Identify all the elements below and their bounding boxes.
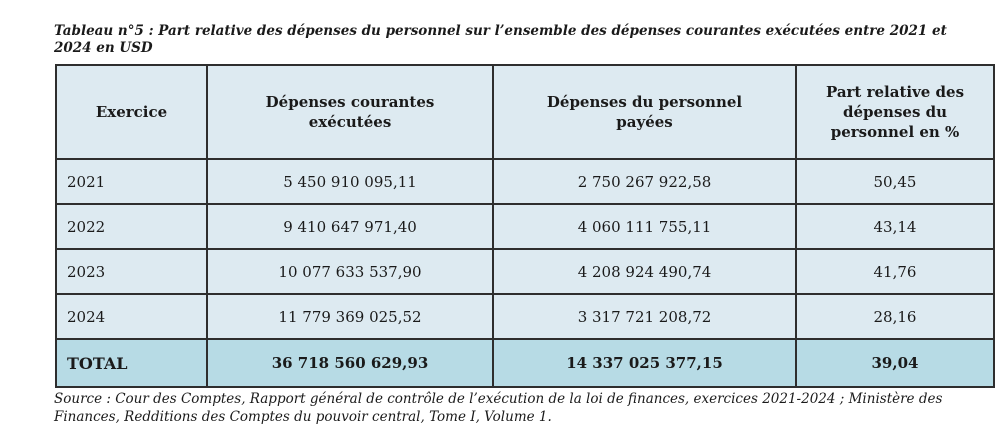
cell-exercice: 2024 [56,294,207,339]
cell-exercice: 2023 [56,249,207,294]
cell-part-relative: 43,14 [796,204,994,249]
cell-depenses-courantes: 9 410 647 971,40 [207,204,493,249]
table-caption: Tableau n°5 : Part relative des dépenses du personnel sur l’ensemble des dépenses courantes exécutées entre 2021 et 2024 en USD [54,23,947,56]
total-part-relative: 39,04 [796,339,994,387]
header-row [56,65,994,159]
header-part-relative: Part relative des dépenses du personnel en % [796,65,994,159]
total-label: TOTAL [56,339,207,387]
cell-depenses-personnel: 4 208 924 490,74 [493,249,796,294]
cell-depenses-personnel: 4 060 111 755,11 [493,204,796,249]
cell-part-relative: 41,76 [796,249,994,294]
header-depenses-personnel: Dépenses du personnel payées [493,65,796,159]
cell-exercice: 2022 [56,204,207,249]
cell-depenses-courantes: 5 450 910 095,11 [207,159,493,204]
cell-depenses-personnel: 3 317 721 208,72 [493,294,796,339]
cell-part-relative: 28,16 [796,294,994,339]
total-depenses-courantes: 36 718 560 629,93 [207,339,493,387]
cell-depenses-personnel: 2 750 267 922,58 [493,159,796,204]
header-exercice: Exercice [56,65,207,159]
cell-depenses-courantes: 11 779 369 025,52 [207,294,493,339]
cell-depenses-courantes: 10 077 633 537,90 [207,249,493,294]
table-row [56,294,994,339]
expenditure-table [55,64,995,388]
cell-exercice: 2021 [56,159,207,204]
cell-part-relative: 50,45 [796,159,994,204]
table-row [56,204,994,249]
source-note: Source : Cour des Comptes, Rapport général de contrôle de l’exécution de la loi de finances, exercices 2021-2024 ; Ministère des Finances, Redditions des Comptes du pouvoir central, Tome I, Volume 1. [54,391,943,425]
total-row [56,339,994,387]
header-depenses-courantes: Dépenses courantes exécutées [207,65,493,159]
total-depenses-personnel: 14 337 025 377,15 [493,339,796,387]
table-row [56,249,994,294]
table-row [56,159,994,204]
